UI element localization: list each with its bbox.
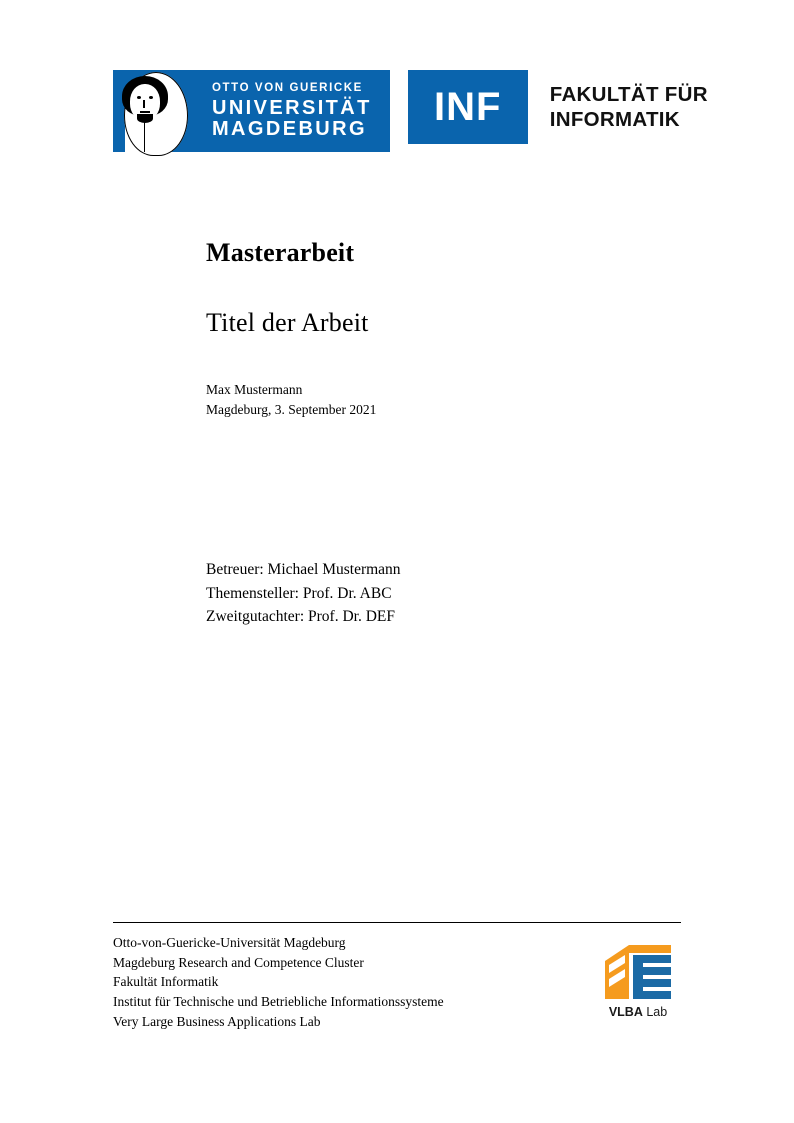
faculty-abbreviation-badge: INF [408,70,528,144]
footer-address-line: Magdeburg Research and Competence Cluster [113,954,364,970]
university-logo-line3: MAGDEBURG [212,117,367,140]
guericke-portrait-icon [113,70,198,152]
supervisor-list [206,558,401,629]
supervisor-line: Betreuer: Michael Mustermann [206,561,401,578]
header-logo-bar [113,70,708,152]
faculty-name-line1: FAKULTÄT FÜR [549,83,708,106]
author-name: Max Mustermann [206,382,303,397]
footer-address-line: Fakultät Informatik [113,974,219,990]
vlba-logo-suffix: Lab [646,1005,668,1019]
document-type: Masterarbeit [206,238,355,267]
university-logo-line2: UNIVERSITÄT [212,96,372,119]
page-title: Titel der Arbeit [206,308,369,337]
faculty-name-line2: INFORMATIK [549,108,680,131]
footer-address [113,933,444,1032]
vlba-logo-label [599,1005,677,1019]
university-logo-text [198,70,390,152]
vlba-lab-logo [599,941,677,1019]
vlba-logo-name: VLBA [608,1005,643,1019]
footer [113,922,681,1032]
university-logo-line1: OTTO VON GUERICKE [212,82,363,95]
supervisor-line: Themensteller: Prof. Dr. ABC [206,584,392,602]
place-and-date: Magdeburg, 3. September 2021 [206,401,377,417]
footer-address-line: Otto-von-Guericke-Universität Magdeburg [113,935,346,950]
university-logo [113,70,390,152]
supervisor-line: Zweitgutachter: Prof. Dr. DEF [206,608,395,626]
title-block [206,238,686,419]
faculty-name [550,82,708,132]
footer-address-line: Very Large Business Applications Lab [113,1013,321,1029]
footer-address-line: Institut für Technische und Betriebliche Informationssysteme [113,994,444,1010]
